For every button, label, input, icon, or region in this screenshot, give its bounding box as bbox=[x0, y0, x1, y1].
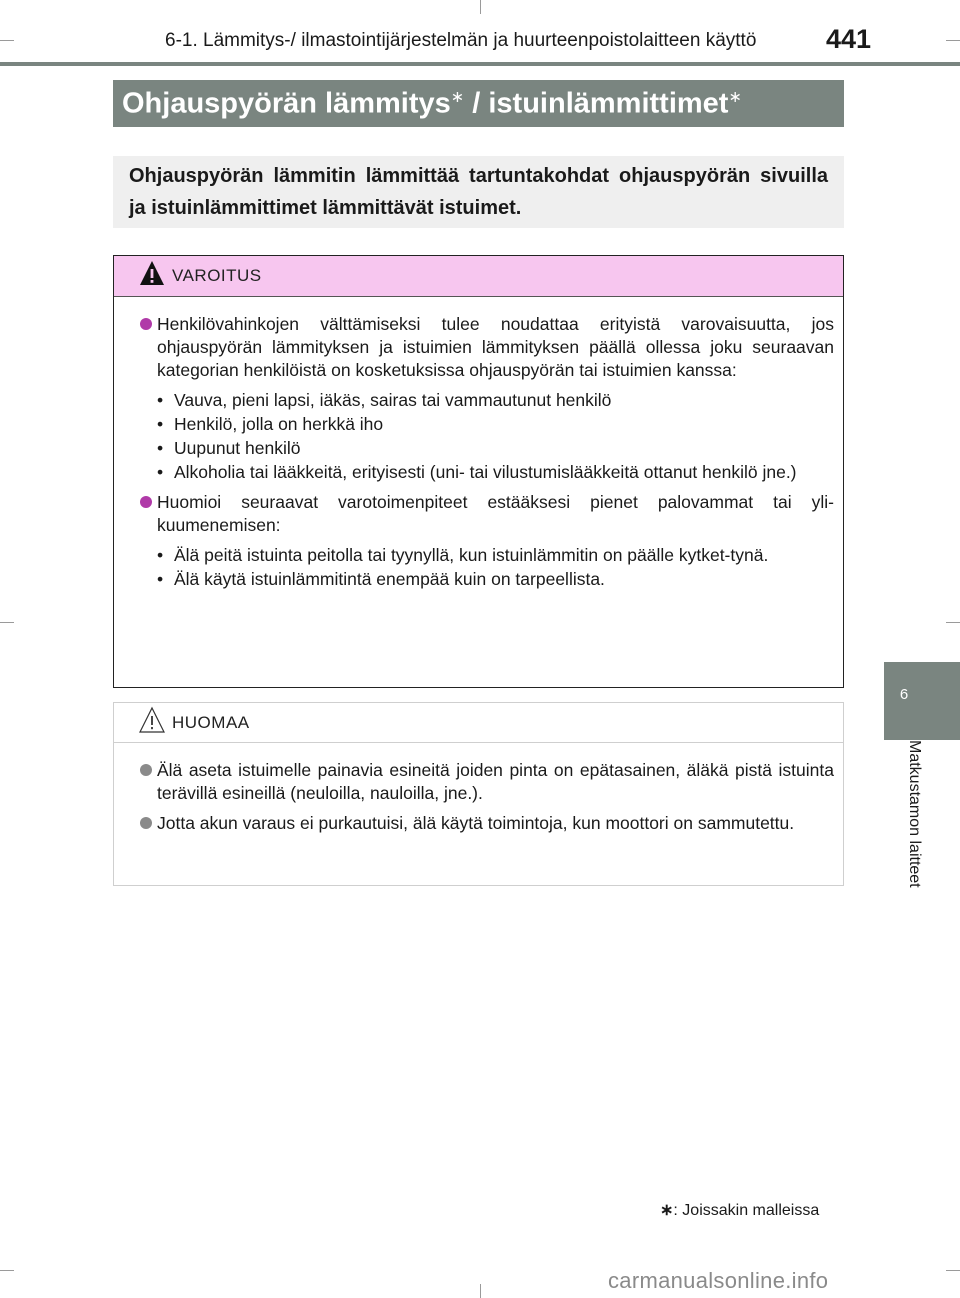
notice-body bbox=[114, 743, 843, 835]
crop-mark bbox=[0, 622, 14, 623]
intro-box: Ohjauspyörän lämmitin lämmittää tartuntakohdat ohjauspyörän sivuilla ja istuinlämmittimet lämmittävät istuimet. bbox=[113, 156, 844, 228]
warning-body bbox=[114, 297, 843, 591]
warning-subitem: • Älä peitä istuinta peitolla tai tyynyllä, kun istuinlämmitin on päälle kytket-tynä. bbox=[157, 544, 834, 567]
header-rule bbox=[0, 62, 960, 66]
section-heading: 6-1. Lämmitys-/ ilmastointijärjestelmän ja huurteenpoistolaitteen käyttö bbox=[165, 30, 757, 51]
title-star-2: ∗ bbox=[728, 89, 742, 106]
warning-subitem: • Alkoholia tai lääkkeitä, erityisesti (uni- tai vilustumislääkkeitä ottanut henkilö jne.) bbox=[157, 461, 834, 484]
crop-mark bbox=[946, 1270, 960, 1271]
footnote bbox=[660, 1200, 819, 1220]
chapter-label: Matkustamon laitteet bbox=[906, 740, 923, 888]
crop-mark bbox=[480, 1284, 481, 1298]
notice-label: HUOMAA bbox=[172, 713, 250, 732]
notice-box bbox=[113, 702, 844, 886]
warning-item: Huomioi seuraavat varotoimenpiteet estääksesi pienet palovammat tai yli-kuumenemisen: bbox=[140, 491, 834, 537]
warning-sublist bbox=[157, 544, 834, 591]
warning-subitem: • Älä käytä istuinlämmitintä enempää kuin on tarpeellista. bbox=[157, 568, 834, 591]
warning-sublist bbox=[157, 389, 834, 484]
warning-triangle-icon bbox=[138, 258, 166, 288]
chapter-number: 6 bbox=[899, 686, 909, 703]
warning-box bbox=[113, 255, 844, 688]
warning-item: Henkilövahinkojen välttämiseksi tulee noudattaa erityistä varovaisuutta, jos ohjauspyörän lämmityksen ja istuimien lämmityksen päällä ollessa joku seuraavan kategorian henkilöistä on kosketuksissa ohjauspyörän tai istuimien kanssa: bbox=[140, 313, 834, 382]
page-number: 441 bbox=[826, 24, 872, 54]
crop-mark bbox=[0, 40, 14, 41]
crop-mark bbox=[946, 40, 960, 41]
warning-subitem: • Uupunut henkilö bbox=[157, 437, 834, 460]
notice-header bbox=[114, 703, 843, 743]
watermark: carmanualsonline.info bbox=[608, 1268, 829, 1293]
title-part-1: Ohjauspyörän lämmitys bbox=[122, 87, 451, 120]
notice-item: Jotta akun varaus ei purkautuisi, älä käytä toimintoja, kun moottori on sammutettu. bbox=[140, 812, 834, 835]
footnote-star: ∗ bbox=[660, 1202, 674, 1219]
warning-header bbox=[114, 256, 843, 297]
warning-label: VAROITUS bbox=[172, 266, 262, 285]
warning-subitem: • Vauva, pieni lapsi, iäkäs, sairas tai vammautunut henkilö bbox=[157, 389, 834, 412]
crop-mark bbox=[480, 0, 481, 14]
notice-item: Älä aseta istuimelle painavia esineitä joiden pinta on epätasainen, äläkä pistä istuinta terävillä esineillä (neuloilla, nauloilla, jne.). bbox=[140, 759, 834, 805]
crop-mark bbox=[0, 1270, 14, 1271]
notice-triangle-icon bbox=[138, 705, 166, 735]
footnote-text: : Joissakin malleissa bbox=[673, 1202, 820, 1219]
page-title bbox=[113, 80, 844, 127]
crop-mark bbox=[946, 622, 960, 623]
title-part-2: / istuinlämmittimet bbox=[464, 87, 729, 120]
title-star-1: ∗ bbox=[450, 89, 465, 106]
warning-subitem: • Henkilö, jolla on herkkä iho bbox=[157, 413, 834, 436]
